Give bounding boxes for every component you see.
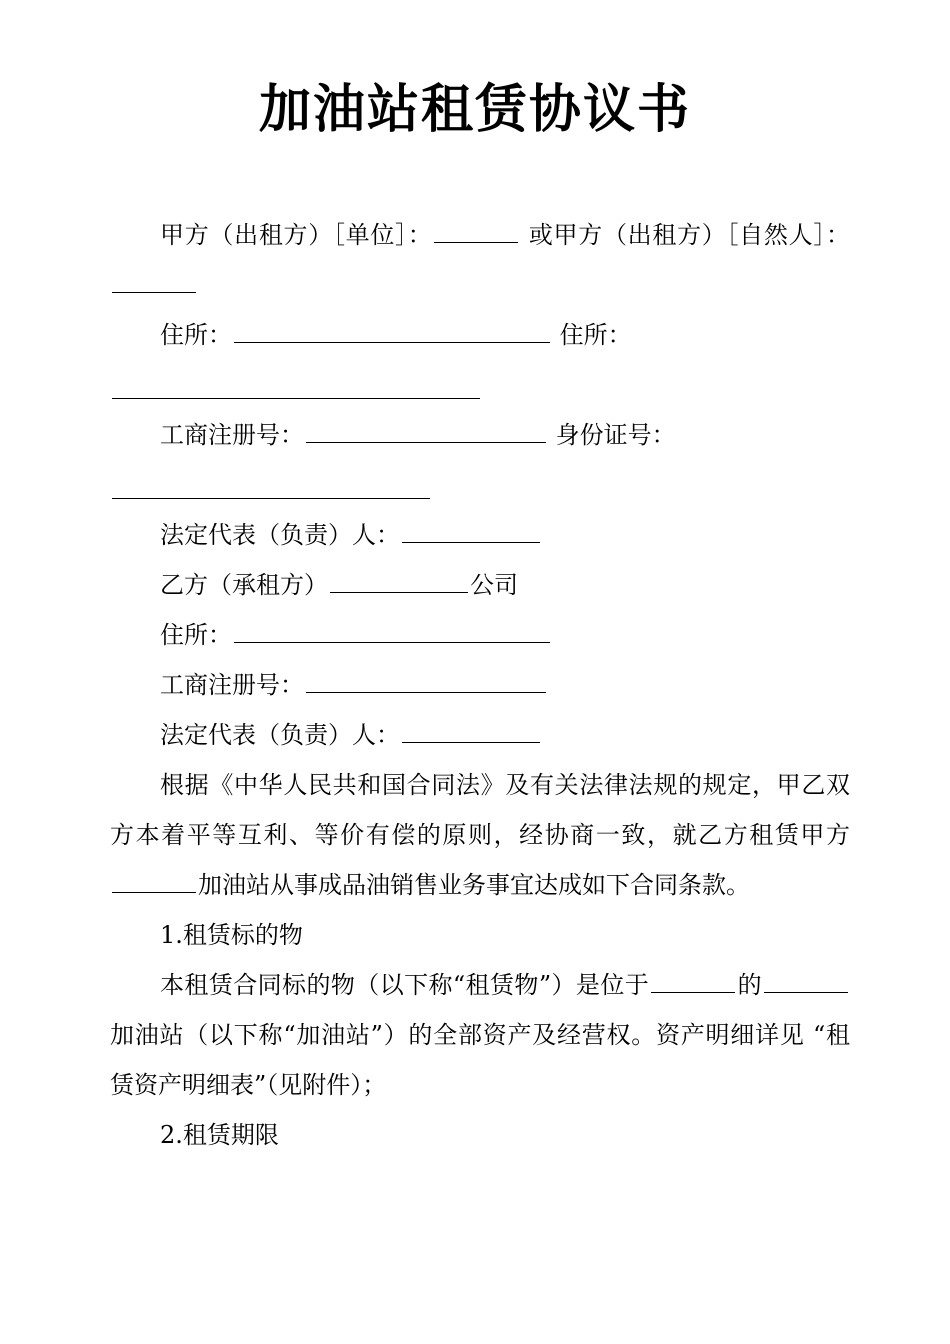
- legal-rep-label-b: 法定代表（负责）人：: [160, 721, 400, 749]
- reg-no-label-b: 工商注册号：: [160, 671, 304, 699]
- reg-no-blank: [306, 412, 546, 443]
- party-a-person-label: 或甲方（出租方）［自然: [528, 221, 789, 249]
- party-a-reg-line: [110, 410, 850, 460]
- section-1-text-1: 本租赁合同标的物（以下称“租赁物”）是位于: [160, 971, 650, 999]
- legal-rep-blank: [402, 512, 540, 543]
- party-b-label: 乙方（承租方）: [160, 571, 328, 599]
- party-b-reg-line: [110, 660, 850, 710]
- address-label-person: 住所：: [559, 321, 632, 349]
- section-1-station-blank: [764, 962, 848, 993]
- intro-text-1: 根据《中华人民共和国合同法》及有关法律法规的规定，甲乙双方本着平等互利、等价有偿的原则，经协商一致，就乙方租赁甲方: [110, 771, 850, 849]
- party-b-legal-rep-line: [110, 710, 850, 760]
- section-1-heading: 1.租赁标的物: [160, 921, 303, 949]
- intro-text-2: 加油站从事成品油销售业务事宜达成如下合同条款。: [198, 871, 750, 899]
- section-2-heading: 2.租赁期限: [160, 1121, 279, 1149]
- address-label: 住所：: [160, 321, 232, 349]
- section-1-text-3: 加油站（以下称“加油站”）的全部资产及经营权。资产明细详见 “租赁资产明细表”（见附件）；: [110, 1021, 850, 1099]
- party-a-paragraph: [110, 210, 850, 310]
- party-b-suffix: 公司: [470, 571, 518, 599]
- reg-no-label: 工商注册号：: [160, 421, 304, 449]
- legal-rep-label: 法定代表（负责）人：: [160, 521, 400, 549]
- party-a-unit-blank: [434, 212, 518, 243]
- section-1-text-2: 的: [737, 971, 762, 999]
- address-label-b: 住所：: [160, 621, 232, 649]
- id-no-label: 身份证号：: [555, 421, 676, 449]
- reg-no-b-blank: [306, 662, 546, 693]
- intro-paragraph: [110, 760, 850, 910]
- party-b-line: [110, 560, 850, 610]
- document-title: 加油站租赁协议书: [258, 80, 691, 140]
- id-no-blank: [112, 468, 430, 499]
- id-no-line: [110, 460, 850, 510]
- party-a-address-line: [110, 310, 850, 360]
- party-a-unit-label: 甲方（出租方）［单位］：: [160, 221, 433, 249]
- party-b-blank: [330, 562, 468, 593]
- party-a-legal-rep-line: [110, 510, 850, 560]
- party-a-person-blank: [112, 262, 196, 293]
- section-1-location-blank: [651, 962, 735, 993]
- document-body: [110, 210, 850, 1160]
- address-b-blank: [234, 612, 550, 643]
- party-b-address-line: [110, 610, 850, 660]
- party-a-person-label-cont: 人］：: [788, 221, 851, 249]
- address-person-blank: [112, 368, 480, 399]
- legal-rep-b-blank: [402, 712, 540, 743]
- address-person-line: [110, 360, 850, 410]
- address-blank: [234, 312, 550, 343]
- section-1-paragraph: [110, 960, 850, 1110]
- intro-blank: [112, 862, 196, 893]
